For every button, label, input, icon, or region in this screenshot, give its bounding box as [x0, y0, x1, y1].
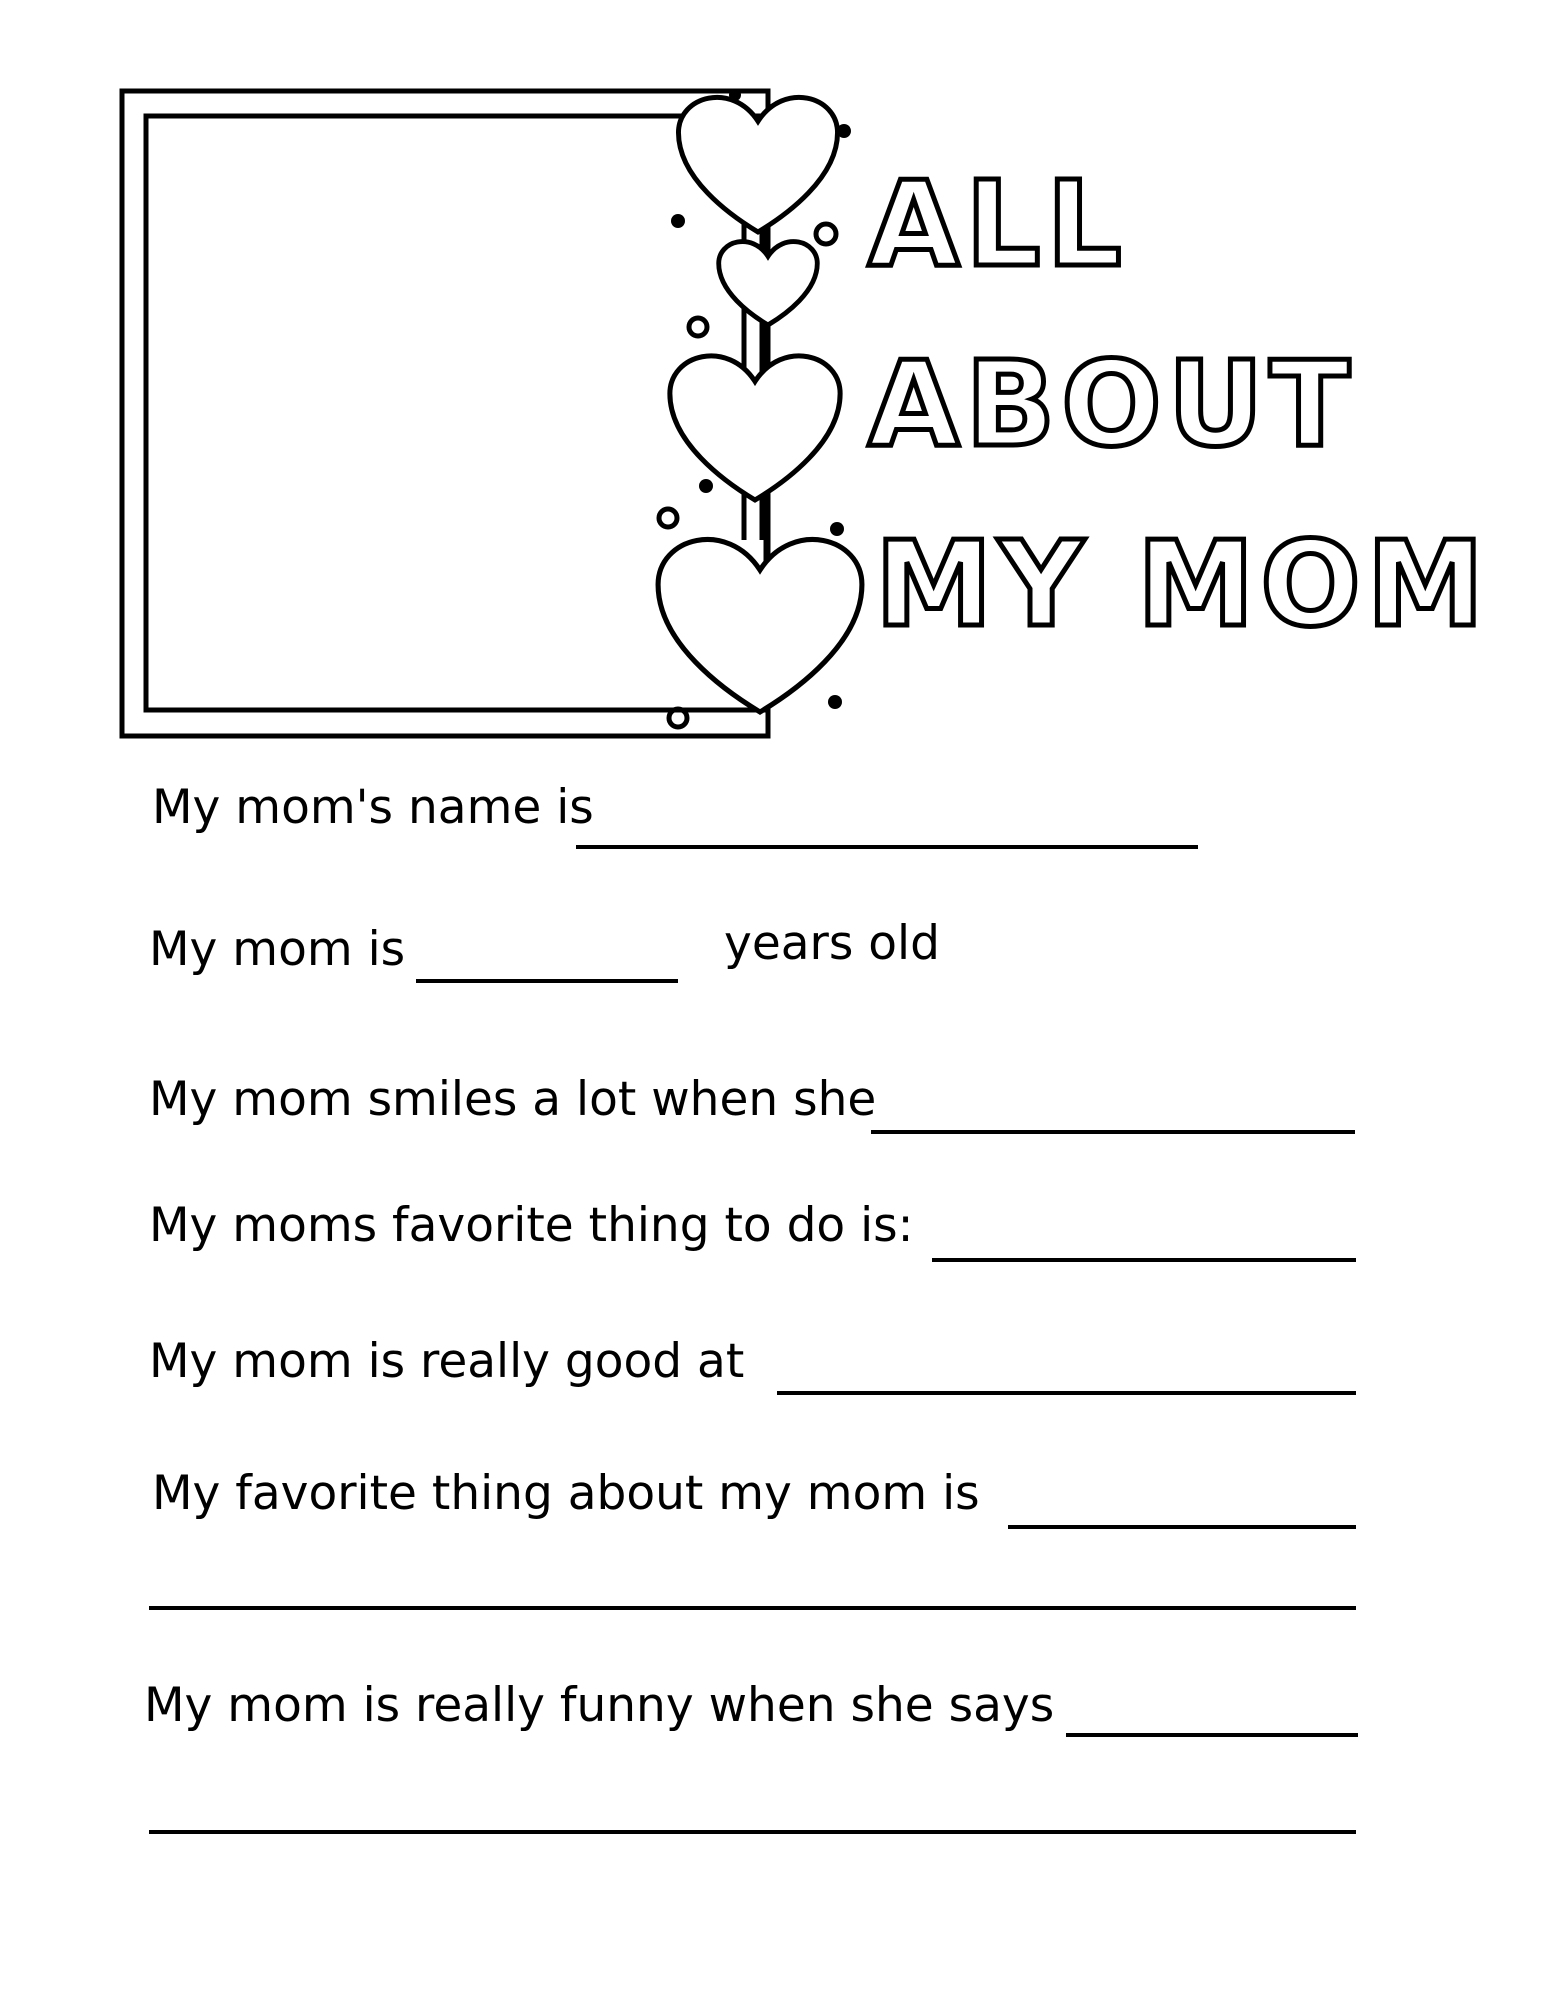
heart-icon-top [678, 97, 837, 232]
prompt-name: My mom's name is [152, 780, 594, 835]
prompt-smiles: My mom smiles a lot when she [149, 1072, 877, 1127]
ring-icon [816, 224, 836, 244]
dot-icon [729, 89, 741, 101]
prompt-age-suffix: years old [724, 916, 940, 971]
title-line-all: ALL [868, 155, 1128, 293]
prompt-age: My mom is [149, 922, 406, 977]
smiles-answer-line[interactable] [871, 1130, 1355, 1134]
funny-answer-line-2[interactable] [149, 1830, 1356, 1834]
prompt-funny: My mom is really funny when she says [144, 1678, 1055, 1733]
favorite-thing-answer-line[interactable] [932, 1258, 1356, 1262]
title-line-about: ABOUT [868, 335, 1356, 473]
ring-icon [659, 509, 677, 527]
dot-icon [699, 479, 713, 493]
prompt-my-favorite: My favorite thing about my mom is [152, 1466, 980, 1521]
prompt-favorite-thing: My moms favorite thing to do is: [149, 1198, 914, 1253]
age-answer-line[interactable] [416, 979, 678, 983]
dot-icon [671, 214, 685, 228]
my-favorite-answer-line-2[interactable] [149, 1606, 1356, 1610]
ring-icon [689, 318, 707, 336]
heart-icon-small [719, 242, 818, 325]
good-at-answer-line[interactable] [777, 1391, 1356, 1395]
name-answer-line[interactable] [576, 845, 1198, 849]
dot-icon [828, 695, 842, 709]
heart-icon-bottom [658, 539, 862, 712]
dot-icon [837, 124, 851, 138]
heart-icon-middle [670, 356, 840, 500]
prompt-good-at: My mom is really good at [149, 1334, 745, 1389]
funny-answer-line[interactable] [1066, 1733, 1358, 1737]
dot-icon [830, 522, 844, 536]
title-line-my-mom: MY MOM [875, 515, 1491, 653]
my-favorite-answer-line[interactable] [1008, 1525, 1356, 1529]
